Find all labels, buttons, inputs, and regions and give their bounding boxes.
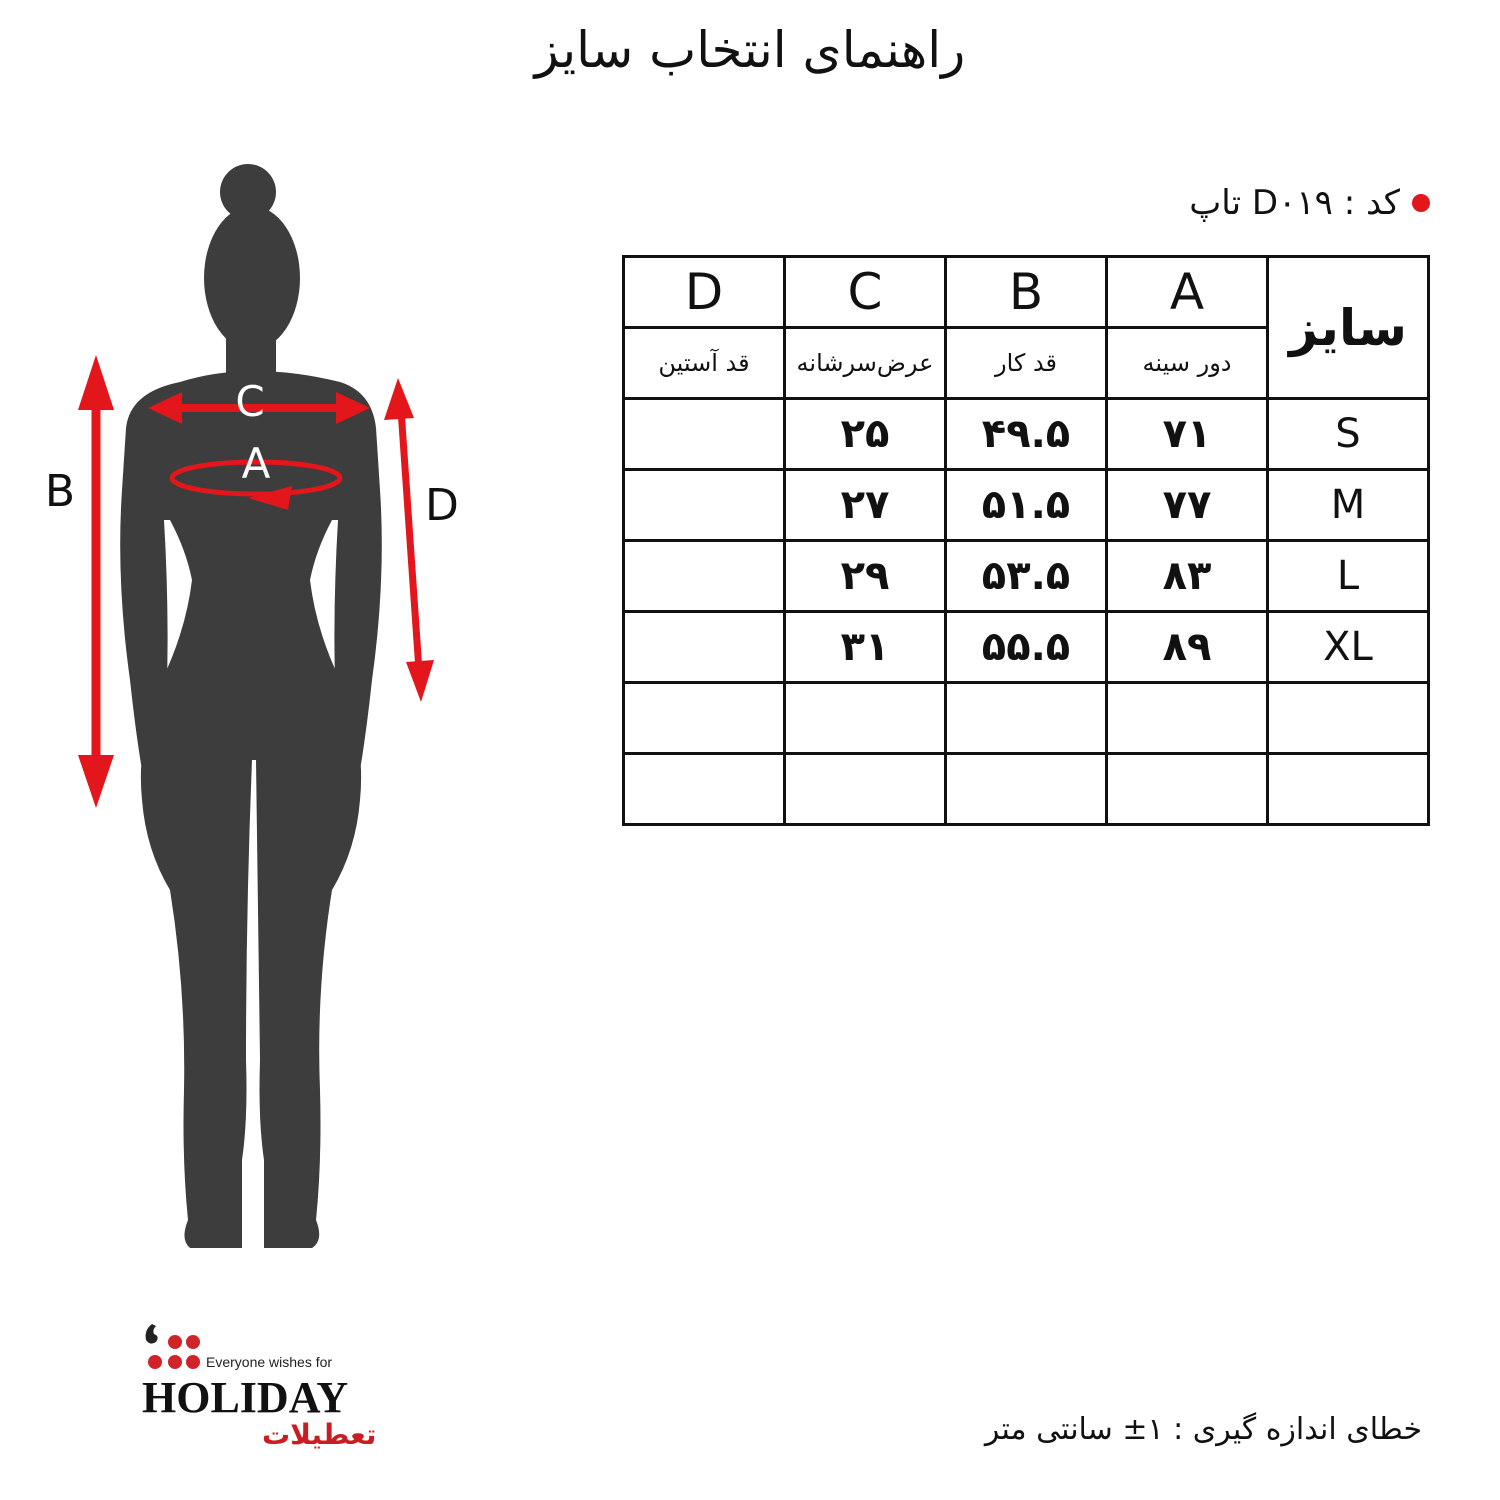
value-cell: ۵۱.۵: [946, 470, 1107, 541]
value-cell: ۷۱: [1107, 399, 1268, 470]
product-code: کد : D۰۱۹ تاپ: [1189, 183, 1400, 223]
value-cell: ۸۹: [1107, 612, 1268, 683]
measure-b-label: B: [44, 466, 76, 517]
size-column-header: سایز: [1268, 257, 1429, 399]
table-row: [624, 612, 1429, 683]
measure-d-label: D: [425, 480, 459, 531]
logo-tagline: Everyone wishes for: [206, 1354, 333, 1370]
page-title: راهنمای انتخاب سایز: [534, 21, 966, 79]
value-cell: ۸۳: [1107, 541, 1268, 612]
column-letter: C: [785, 257, 946, 328]
table-row: [624, 541, 1429, 612]
column-name: دور سینه: [1107, 328, 1268, 399]
logo-dots-icon: [142, 1320, 204, 1376]
value-cell: ۳۱: [785, 612, 946, 683]
column-letter: B: [946, 257, 1107, 328]
value-cell: [624, 470, 785, 541]
value-cell: [624, 683, 785, 754]
value-cell: [624, 612, 785, 683]
body-silhouette: [120, 164, 382, 1248]
column-name: قد آستین: [624, 328, 785, 399]
table-header-letters: [624, 257, 1429, 328]
size-cell: [1268, 683, 1429, 754]
value-cell: ۷۷: [1107, 470, 1268, 541]
size-cell: XL: [1268, 612, 1429, 683]
measure-c-label: C: [235, 377, 265, 426]
value-cell: [624, 754, 785, 825]
value-cell: [624, 399, 785, 470]
measurement-diagram: [20, 160, 480, 1270]
measurement-error-note: خطای اندازه گیری : ۱± سانتی متر: [984, 1412, 1422, 1447]
value-cell: [785, 683, 946, 754]
value-cell: ۲۹: [785, 541, 946, 612]
size-cell: S: [1268, 399, 1429, 470]
column-letter: A: [1107, 257, 1268, 328]
body-figure: [20, 160, 480, 1270]
size-cell: [1268, 754, 1429, 825]
value-cell: [946, 754, 1107, 825]
table-row: [624, 754, 1429, 825]
bullet-dot-icon: [1412, 194, 1430, 212]
column-name: قد کار: [946, 328, 1107, 399]
measure-b-arrow: [78, 355, 114, 808]
value-cell: ۲۷: [785, 470, 946, 541]
column-letter: D: [624, 257, 785, 328]
value-cell: ۴۹.۵: [946, 399, 1107, 470]
logo-persian: تعطیلات: [262, 1418, 377, 1451]
table-row: [624, 683, 1429, 754]
size-chart-table: [622, 255, 1430, 826]
measure-a-label: A: [241, 439, 271, 488]
table-row: [624, 399, 1429, 470]
measure-d-arrow: [384, 378, 434, 702]
product-code-line: [1189, 178, 1430, 228]
size-cell: M: [1268, 470, 1429, 541]
size-cell: L: [1268, 541, 1429, 612]
value-cell: ۲۵: [785, 399, 946, 470]
logo-wordmark: HOLIDAY: [142, 1373, 349, 1422]
value-cell: [624, 541, 785, 612]
value-cell: [1107, 683, 1268, 754]
holiday-logo: [142, 1320, 382, 1460]
value-cell: [946, 683, 1107, 754]
value-cell: ۵۵.۵: [946, 612, 1107, 683]
table-row: [624, 470, 1429, 541]
value-cell: ۵۳.۵: [946, 541, 1107, 612]
value-cell: [785, 754, 946, 825]
column-name: عرض‌سرشانه: [785, 328, 946, 399]
value-cell: [1107, 754, 1268, 825]
